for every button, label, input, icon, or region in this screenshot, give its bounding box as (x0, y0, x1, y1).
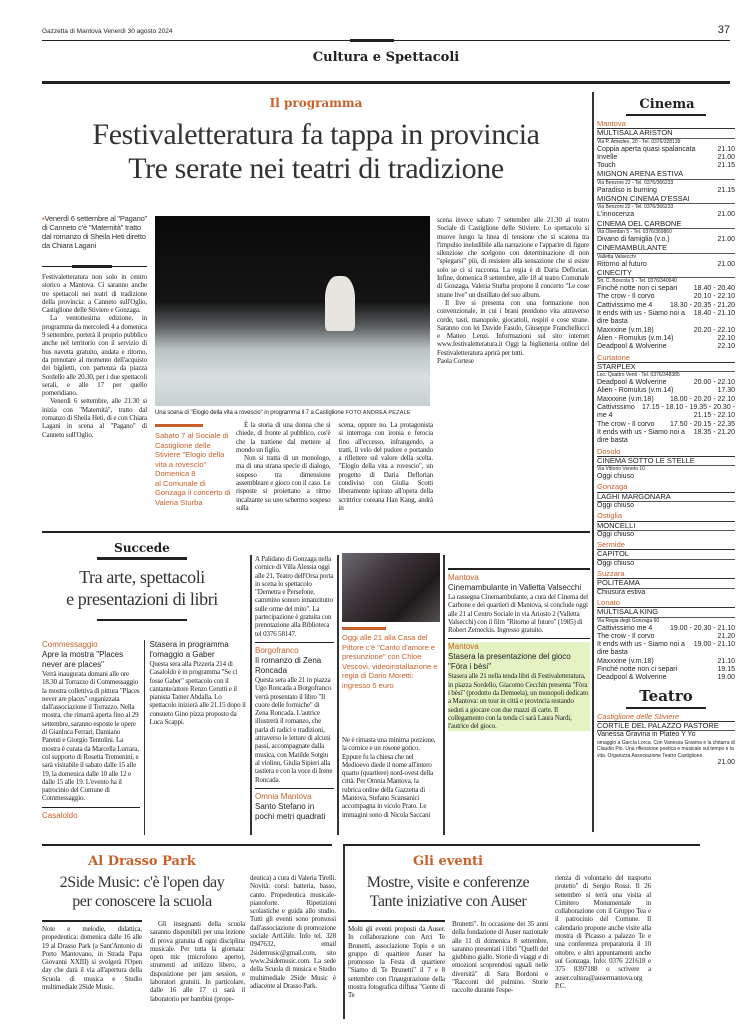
teatro-section (597, 687, 735, 768)
brief-text: La rassegna Cinemambulante, a cura del Cinema del Carbone e dei quartieri di Mantova, si conclude oggi alle 21 al Centro Sociale in via Ariosto 2 (Valletta Valsecchi) con il film "Ritorno al futuro" (1985) di Robert Zemeckis. Ingresso gratuito. (448, 593, 588, 635)
brief-rule (448, 638, 590, 639)
paragraph: È la storia di una donna che si chiede, di fronte al pubblico, cos'è che la trattiene dal mettere al mondo un figlio. (236, 421, 331, 454)
divider (343, 844, 345, 1019)
headline-line: Mostre, visite e conferenze (366, 874, 530, 891)
cinema-venue: CINECITY (597, 269, 735, 278)
drasso-headline (42, 873, 242, 911)
film-title: Oggi chiuso (597, 501, 634, 509)
main-headline-line1: Festivaletteratura fa tappa in provincia (92, 118, 540, 151)
brief-town: Omnia Mantova (255, 791, 312, 801)
film-title: Deadpool & Wolverine (597, 379, 667, 387)
headline-line: per conoscere la scuola (72, 893, 212, 910)
cinema-listings (597, 120, 735, 683)
film-times: 21.20 (717, 632, 735, 640)
film-title: Invelle (597, 153, 618, 161)
brief-town: Commessaggio (42, 640, 98, 649)
brief-text: Questa sera alla Pizzeria 214 di Casaloldo è in programma "Se ci fosse Gaber" spettacolo con il cantante/attore Renzo Cerutti e il pianista Tamer Abdalla. Lo spettacolo inizierà alle 21.15 dopo il consueto Gino pizza proposto da Luca Scappi. (149, 660, 246, 727)
omnia-text: Ne è rimasta una minima porzione, la cornice e un rosone gotico. Eppure fu la chiesa che nel Medioevo diede il nome all'intero quarto (quartiere) nord-ovest della città. Per Omnia Mantova, la rubrica online della Gazzetta di Mantova, Stefano Scansanici accompagna in vicolo Prato. Le immagini sono di Nicola Saccani (342, 736, 436, 819)
brief-title: Stasera la presentazione del gioco "Fòra i bèsi" (448, 652, 571, 672)
film-row (597, 473, 735, 481)
main-photo (155, 216, 430, 406)
callout-line: Domenica 8 (155, 469, 196, 478)
callout-line: Sabato 7 al Sociale di Castiglione delle Stiviere "Elogio della vita a rovescio" (155, 431, 229, 469)
paragraph: scena invece sabato 7 settembre alle 21.30 al teatro Sociale di Castiglione delle Stiviere. Lo spettacolo si muove lungo la linea di tensione che si scatena tra l'impulso ineludibile alla narrazione e l'apparire di figure silenziose che scelgono con determinazione di non "spiegarsi" più, di resistere alla sensazione che si esiste solo se ci si racconta. La regia è di Daria Deflorian. Infine, domenica 8 settembre, alle 18 al teatro Comunale di Gonzaga, Valeria Sturba propone il concerto "Le cose strane live" un distillato del suo album. (437, 216, 589, 299)
film-title: It ends with us - Siamo noi a dire basta (597, 641, 685, 657)
teatro-desc: omaggio a García Lorca. Con Vanessa Gravina e la chitarra di Claudio Pio. Una riflessione poetica e musicale sul tempo e la vita. Organizza Associazione Teatro Castiglione. (597, 739, 735, 759)
film-times: 21.00 (717, 235, 735, 243)
teatro-title-rule (626, 707, 706, 709)
eventi-col-1: Molti gli eventi proposti da Auser. In collaborazione con Arci Te Brunetti, associazione Topis e un gruppo di quartiere Auser ha promosso la Festa di quartiere "Siamo di Te Brunetti" il 7 e 8 settembre con l'inaugurazione della mostra fotografica diffusa "Gente di Te (348, 925, 445, 1000)
cinema-address: Via Regia degli Gonzaga 60 (597, 617, 660, 624)
film-title: Alien - Romulus (v.m.14) (597, 387, 674, 395)
headline-line: 2Side Music: c'è l'open day (59, 874, 225, 891)
film-title: Oggi chiuso (597, 530, 634, 538)
headline-line: Tra arte, spettacoli (79, 567, 205, 587)
drasso-kicker: Al Drasso Park (88, 854, 196, 869)
film-row (597, 625, 735, 633)
cinema-divider (592, 92, 594, 832)
film-times: 21.10 (717, 145, 735, 153)
film-times: 21.00 (717, 211, 735, 219)
photo-callout: Oggi alle 21 alla Casa del Pittore c'è "Canto d'amore e presunzione" con Chloe Vescovi, videoinstallazione e regia di Dario Moretti: ingresso 5 euro (342, 633, 438, 690)
film-row (597, 154, 735, 162)
film-row (597, 531, 735, 539)
teatro-show: Vanessa Gravina in Plateo Y Yo (597, 731, 696, 739)
photo-credit: FOTO ANDREA PEZALE (345, 410, 411, 416)
brief-title: Cinemambulante in Valletta Valsecchi (448, 583, 582, 592)
film-row (597, 302, 735, 310)
film-title: Coppia aperta quasi spalancata (597, 145, 696, 153)
film-title: The crow - Il corvo (597, 420, 655, 428)
section-title: Cultura e Spettacoli (312, 50, 460, 65)
film-row (597, 396, 735, 404)
brief-town: Mantova (448, 642, 479, 652)
film-row (597, 387, 735, 395)
brief-text: Verrà inaugurata domani alle ore 18.30 al Torrazzo di Commessaggio la mostra collettiva di pittura "Places never are places" organizzata dall'associazione il Torrazzo. Nella mostra, che rimarrà aperta fino al 29 settembre, saranno esposte le opere di Gianluca Ferrari, Damiano Parenti e Giorgio Tentolini. La mostra è curata da Marcella Lurrara, col supporto di Rosetta Tremenini, e sarà visitabile il sabato dalle 15 alle 19, la domenica dalle 10 alle 12 e dalle 15 alle 19. L'evento ha il patrocinio del Comune di Commessaggio. (42, 670, 140, 803)
film-times: 18.35 - 21.20 (693, 428, 735, 436)
brief-commessaggio (42, 640, 140, 803)
film-times: 21.00 (717, 153, 735, 161)
author: Paola Cortese (437, 357, 474, 366)
teatro-town: Castiglione delle Stiviere (597, 713, 735, 722)
succede-headline-rule (97, 619, 187, 621)
film-title: Maxxxine (v.m.18) (597, 395, 654, 403)
brief-rule (42, 807, 140, 808)
callout-line: al Comunale di Gonzaga il concerto di Valeria Sturba (155, 478, 231, 507)
film-times: 19.00 - 21.10 (693, 641, 735, 649)
cinema-venue: MULTISALA KING (597, 608, 735, 617)
cinema-address: Str. C. Boscola 5 - Tel. 0376/340040 (597, 278, 677, 285)
cinema-address: Valletta Valsecchi (597, 253, 636, 260)
headline-line: Tante iniziative con Auser (369, 893, 527, 910)
cinema-address: Via Oberdan 5 - Tel. 0376/369860 (597, 228, 672, 235)
film-title: Finché notte non ci separi (597, 285, 678, 293)
film-row (597, 658, 735, 666)
masthead: Gazzetta di Mantova Venerdì 30 agosto 2024 (42, 28, 173, 35)
brief-town: Casaloldo (42, 810, 78, 820)
brief-town: Mantova (448, 573, 479, 582)
succede-top-rule (42, 531, 590, 533)
film-times: 18.00 - 20.20 - 22.10 (670, 395, 735, 403)
cinema-venue: MIGNON ARENA ESTIVA (597, 170, 735, 179)
eventi-col-3: rienza di volontario del trasporto protetto" di Sergio Rossi. Il 26 settembre si terrà una visita al Cimitero Monumentale in collaborazione con il Gruppo Tea e il patrocinio del Comune. Il calendario propone anche visite alla mostra di Picasso a palazzo Te e una conferenza preparatoria il 10 ottobre, e altri appuntamenti anche sul Gonzaga. Info: 0376 221618 e 375 8397188 o scrivere a auser.cultura@ausermantova.org P.C. (555, 874, 651, 990)
film-times: 22.10 (717, 343, 735, 351)
cinema-venue: POLITEAMA (597, 579, 735, 588)
eventi-headline (348, 873, 548, 911)
brief-borgofranco (255, 642, 334, 784)
film-title: Cattivissimo me 4 (597, 624, 653, 632)
film-row (597, 146, 735, 154)
cinema-venue: CINEMA DEL CARBONE (597, 220, 735, 229)
callout (155, 431, 231, 507)
caption-rule (342, 627, 386, 630)
film-title: Oggi chiuso (597, 473, 634, 481)
film-row (597, 404, 735, 421)
main-col-1 (42, 273, 147, 439)
film-times: 17.30 (717, 387, 735, 395)
film-title: Ritorno al futuro (597, 260, 647, 268)
film-times: 21.15 (717, 186, 735, 194)
divider (337, 555, 339, 835)
film-title: L'innocenza (597, 211, 635, 219)
main-summary: ▪Venerdì 6 settembre al "Pagano" di Canneto c'è "Maternità" tratto dal romanzo di Sheila Heti diretto da Chiara Lagani (42, 214, 147, 250)
film-title: Oggi chiuso (597, 559, 634, 567)
film-times: 19.00 (717, 674, 735, 682)
cinema-address: Via Vittorio Veneto 10 (597, 466, 645, 473)
film-title: Maxxxine (v.m.18) (597, 326, 654, 334)
film-row (597, 285, 735, 293)
film-row (597, 633, 735, 641)
eventi-rule (348, 920, 445, 922)
film-times: 18.40 - 21.10 (693, 310, 735, 318)
teatro-venue: CORTILE DEL PALAZZO PASTORE (597, 722, 735, 731)
brief-rule (255, 642, 334, 643)
brief-fora-i-besi (448, 642, 590, 730)
film-times: 19.15 (717, 666, 735, 674)
briefs-col-3 (255, 555, 334, 822)
brief-title: Stasera in programma l'omaggio a Gaber (149, 640, 229, 659)
drasso-col-3: deutica) a cura di Valeria Tirelli. Novità: corsi: batteria, basso, canto. Propedeutica musicale-pianoforte. Ripetizioni scolastiche e guida allo studio. Tutti gli eventi sono promossi dall'associazione di promozione sociale ArtGlife. Info tel. 328 0947632, email 2sidemusic@gmail.com, sito www.2sidemusic.com. La sede della Scuola di musica e Studio multimediale 2Side Music è adiacente al Drasso Park. (250, 874, 336, 990)
film-title: Chiusura estiva (597, 588, 646, 596)
film-title: Cattivissimo me 4 (597, 301, 653, 309)
film-title: Deadpool & Wolverine (597, 343, 667, 351)
callout-rule (155, 424, 203, 427)
summary-text: Venerdì 6 settembre al "Pagano" di Canneto c'è "Maternità" tratto dal romanzo di Sheila Heti diretto da Chiara Lagani (42, 214, 147, 250)
brief-rule (255, 788, 334, 789)
main-headline (42, 118, 590, 186)
film-row (597, 293, 735, 301)
cinema-venue: MULTISALA ARISTON (597, 129, 735, 138)
film-row (597, 560, 735, 568)
film-row (597, 641, 735, 658)
drasso-rule (42, 920, 142, 922)
eventi-kicker: Gli eventi (413, 854, 483, 869)
film-title: Finché notte non ci separi (597, 666, 678, 674)
cinema-venue: CINEMA SOTTO LE STELLE (597, 457, 735, 466)
cinema-address: Via Benzoni 22 - Tel. 0376/366233 (597, 179, 674, 186)
film-row (597, 429, 735, 446)
film-times: 18.40 - 20.40 (693, 285, 735, 293)
cinema-town: Lonato (597, 599, 735, 608)
film-times: 21.00 (717, 260, 735, 268)
eventi-top-rule (343, 844, 700, 846)
page-number: 37 (717, 24, 730, 36)
section-rule (42, 81, 730, 84)
briefs-col-1-2 (42, 640, 247, 835)
teatro-time: 21.00 (717, 759, 735, 767)
drasso-col-1: Note e melodie, didattica, propedeutica: domenica dalle 16 alle 19 al Drasso Park (a Sant'Antonio di Porto Mantovano, in Strada Papa Giovanni XXIII) si svolgerà l'Open day che darà il via all'apertura della Scuola di musica e Studio multimediale 2Side Music. (42, 925, 142, 992)
drasso-col-2: Gli insegnanti della scuola saranno disponibili per una lezione di prova gratuita di ogni disciplina musicale. Per tutta la giornata: open mic (microfono aperto), strumenti ad utilizzo libero, a disposizione per jam session, e laboratori gratuiti. In particolare, dalle 16 alle 17 ci sarà il laboratorio per bambini (prope- (150, 920, 245, 1003)
cinema-address: Via Benzoni 22 - Tel. 0376/366233 (597, 204, 674, 211)
film-times: 17.15 - 18.10 - 19.35 - 20.30 - 21.15 - 22.10 (641, 404, 735, 420)
main-cols-3-4 (236, 421, 433, 512)
cinema-venue: LAGHI MARGONARA (597, 493, 735, 502)
cinema-venue: MONCELLI (597, 522, 735, 531)
brief-text: A Palidano di Gonzaga nella cornice di Villa Alessia oggi alle 21, Teatro dell'Orsa porta in scena lo spettacolo "Demetra e Persefone, cammino sonoro innanzitutto sulle orme del mito". La partecipazione è gratuita con prenotazione alla Biblioteca tel 0376 58147. (255, 555, 334, 638)
teatro-title: Teatro (639, 686, 693, 705)
film-row (597, 327, 735, 335)
brief-omnia (255, 788, 334, 822)
dancer-figure (325, 276, 355, 331)
headline-line: e presentazioni di libri (66, 589, 218, 609)
film-title: Deadpool & Wolverine (597, 674, 667, 682)
brief-rule (448, 568, 590, 570)
brief-title: Il romanzo di Zena Roncada (255, 655, 322, 675)
brief-cinemambulante (448, 568, 590, 731)
succede-section: Succede (114, 541, 170, 555)
cinema-address: Via P. Amedeo, 20 - Tel. 0376/328139 (597, 138, 681, 145)
eventi-col-2: Brunetti". In occasione dei 35 anni della fondazione di Auser nazionale alle 11 di domenica 8 settembre, saranno presentati i libri "Quelli del giubbino giallo. Storie di viaggi e di emozioni scoprendosi uguali nelle diversità" di Sara Bordoni e "Racconti del pulmino. Storie raccolte durante l'espe- (452, 920, 548, 995)
brief-title: Apre la mostra "Places never are places" (42, 650, 124, 669)
film-times: 21.15 (717, 162, 735, 170)
cinema-column (597, 118, 735, 767)
divider (250, 555, 252, 835)
film-title: The crow - Il corvo (597, 632, 655, 640)
film-times: 21.10 (717, 657, 735, 665)
paragraph: La ventottesima edizione, in programma da mercoledì 4 a domenica 9 settembre, porterà il proprio pubblico anche nel territorio con il servizio di bus navetta gratuito, andata e ritorno, da prenotare al momento dell'acquisto dei biglietti, con partenza da piazza Sordello alle 20.30, per i due spettacoli serali, e alle 17 per quello pomeridiano. (42, 314, 147, 398)
paragraph: Venerdì 6 settembre, alle 21.30 si inizia con "Maternità", tratto dal romanzo di Sheila Heti, di e con Chiara Lagani in scena al "Pagano" di Canneto sull'Oglio. (42, 397, 147, 439)
film-times: 17.50 - 20.15 - 22.35 (670, 420, 735, 428)
film-title: The crow - Il corvo (597, 293, 655, 301)
film-times: 18.30 - 20.35 - 21.20 (670, 301, 735, 309)
cinema-town: Curtatone (597, 354, 735, 363)
drasso-top-rule (42, 844, 332, 846)
brief-town: Borgofranco (255, 645, 299, 655)
film-title: Maxxxine (v.m.18) (597, 657, 654, 665)
summary-rule-accent (72, 265, 112, 268)
brief-gonzaga (255, 555, 334, 638)
film-row (597, 379, 735, 387)
main-col-5 (437, 216, 589, 365)
paragraph: Festivaletteratura non solo in centro storico a Mantova. Ci saranno anche tre spettacoli nei teatri di tradizione della provincia: a Canneto sull'Oglio, Castiglione delle Stiviere e Gonzaga. (42, 273, 147, 315)
cinema-address: Loc. Quattro Venti - Tel. 0376/348385 (597, 372, 680, 379)
film-title: Divano di famiglia (v.o.) (597, 235, 670, 243)
film-row (597, 335, 735, 343)
film-times: 20.10 - 22.10 (693, 293, 735, 301)
cinema-venue: CINEMAMBULANTE (597, 244, 735, 253)
film-times: 20.20 - 22.10 (693, 326, 735, 334)
main-headline-line2: Tre serate nei teatri di tradizione (128, 152, 504, 185)
cinema-town: Sermide (597, 541, 735, 550)
film-row (597, 589, 735, 597)
casa-pittore-photo (342, 553, 440, 622)
photo-caption (155, 409, 411, 417)
cinema-town: Mantova (597, 120, 735, 129)
succede-headline (42, 566, 242, 610)
film-title: Alien - Romulus (v.m.14) (597, 334, 674, 342)
paragraph: Non si tratta di un monologo, ma di una strana specie di dialogo, sospeso tra dimensione assembleare e gioco con il caso. Le risposte si proiettano a ritmo incalzante su uno schermo sospeso sulla (236, 454, 331, 512)
cinema-venue: MIGNON CINEMA D'ESSAI (597, 195, 735, 204)
film-title: Touch (597, 162, 616, 170)
cinema-town: Ostiglia (597, 512, 735, 521)
film-times: 19.00 - 20.30 - 21.10 (670, 624, 735, 632)
film-row (597, 421, 735, 429)
cinema-town: Dosolo (597, 448, 735, 457)
film-row (597, 310, 735, 327)
paragraph: scena, oppure no. La protagonista si interroga con ironia e ferocia fino all'eccesso, infrangendo, a tratti, il velo del pudore e portando a riflettere sul valore della scelta. "Elogio della vita a rovescio", un progetto di Daria Deflorian condiviso con Giulia Scotti liberamente ispirato all'opera della scrittrice coreana Han Kang, andrà in (338, 421, 433, 512)
succede-rule (97, 557, 187, 560)
cinema-title: Cinema (639, 97, 695, 112)
film-times: 22.10 (717, 334, 735, 342)
film-title: It ends with us - Siamo noi a dire basta (597, 310, 685, 326)
cinema-town: Gonzaga (597, 483, 735, 492)
brief-text: Stasera alle 21 nella tenda libri di Festivaletteratura, in piazza Sordello, Giacomo Cecchin presenta "Fòra i bèsi" (prodotto da Demoela), un monopoli dedicato a Mantova: un tour in città e provincia restando seduti a giocare con due mazzi di carte. Il collegamento con la tenda ci sarà Laura Nardi, l'autrice del gioco. (448, 672, 589, 731)
film-times: 20.00 - 22.10 (693, 379, 735, 387)
film-title: Paradiso is burning (597, 186, 657, 194)
film-row (597, 343, 735, 351)
divider (443, 555, 445, 835)
main-kicker: Il programma (269, 96, 363, 110)
cinema-venue: CAPITOL (597, 550, 735, 559)
paragraph: Il live si presenta con una formazione non convenzionale, in cui i brani prendono vita attraverso corde, tasti, manopole, giocattoli, respiri e cose strane. Saranno con lei Davide Fasulo, Giuseppe Franchellucci e Matteo Lenzi. Informazioni sul sito internet www.festivaletteratura.it Oggi la biglietteria online del Festivaletteratura aprirà per tutti. (437, 298, 589, 357)
film-title: It ends with us - Siamo noi a dire basta (597, 428, 685, 445)
header-rule-accent (350, 39, 394, 42)
caption-text: Una scena di "Elogio della vita a rovescio" in programma il 7 a Castiglione (155, 410, 344, 416)
brief-title: Santo Stefano in pochi metri quadrati (255, 801, 326, 821)
film-row (597, 674, 735, 682)
cinema-town: Suzzara (597, 570, 735, 579)
brief-text: Questa sera alle 21 in piazza Ugo Roncada a Borgofranco verrà presentato il libro "Il cuore delle formiche" di Zena Roncada. L'autrice illustrerà il romanzo, che parla di radici e tradizioni, attraverso le letture di alcuni passi, accompagnate dalla musica, con Matilde Sotgiu al violino, Giulia Sipieri alla tastiera e con la voce di Irene Roncada. (255, 675, 333, 784)
film-row (597, 502, 735, 510)
cinema-title-rule (626, 114, 706, 116)
film-title: Cattivissimo me 4 (597, 404, 635, 420)
cinema-venue: STARPLEX (597, 363, 735, 372)
film-row (597, 666, 735, 674)
